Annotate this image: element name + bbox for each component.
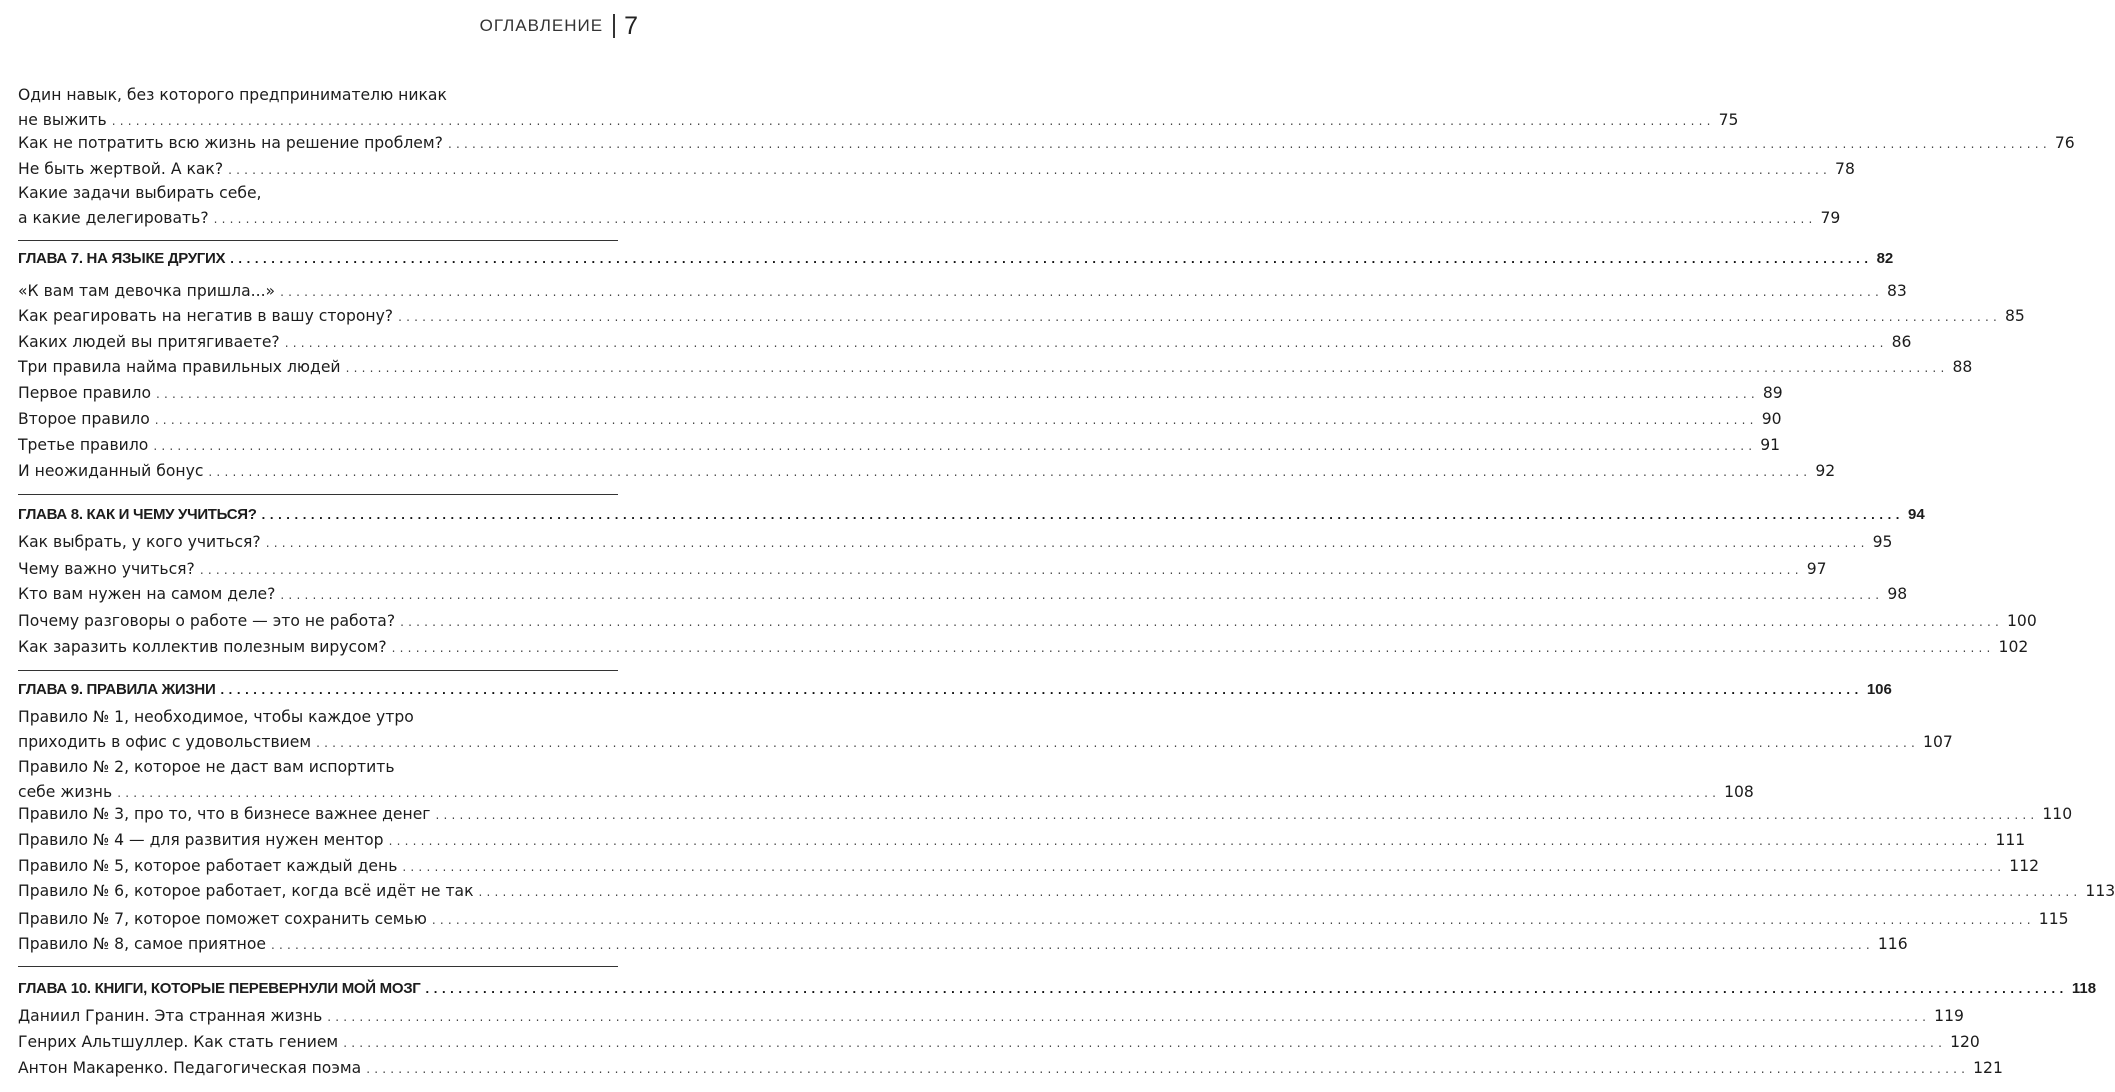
toc-line [18, 732, 1953, 757]
page-ref: 110 [2042, 805, 2073, 823]
entry-title: Как выбрать, у кого учиться? [18, 533, 261, 551]
toc-line [18, 585, 1908, 609]
page-ref: 85 [2004, 307, 2025, 325]
dot-leader: ........................................................................................................................................................................................................ [478, 885, 2082, 899]
toc-line [18, 333, 1912, 357]
dot-leader: ........................................................................................................................................................................................................ [284, 336, 1888, 350]
entry-title: Правило № 6, которое работает, когда всё идёт не так [18, 882, 474, 900]
entry-title: Каких людей вы притягиваете? [18, 333, 280, 351]
toc-line [18, 708, 618, 732]
dot-leader: ........................................................................................................................................................................................................ [153, 439, 1757, 453]
entry-title: Почему разговоры о работе — это не работа? [18, 612, 396, 630]
page-ref: 111 [1995, 831, 2026, 849]
toc-line [18, 612, 2037, 636]
toc-line [18, 410, 1782, 434]
toc-line [18, 1059, 2003, 1083]
entry-title: Даниил Гранин. Эта странная жизнь [18, 1007, 323, 1025]
page-ref: 97 [1806, 560, 1827, 578]
entry-title: Какие задачи выбирать себе, [18, 184, 262, 202]
entry-title: не выжить [18, 110, 107, 129]
page-ref: 95 [1872, 533, 1893, 551]
entry-title: Один навык, без которого предпринимателю никак [18, 86, 447, 104]
dot-leader: ........................................................................................................................................................................................................ [117, 785, 1721, 800]
toc-line [18, 384, 1783, 408]
entry-title: Генрих Альтшуллер. Как стать гением [18, 1033, 339, 1051]
dot-leader: ........................................................................................................................................................................................................ [220, 682, 1863, 697]
entry-title: Правило № 1, необходимое, чтобы каждое утро [18, 708, 414, 726]
toc-line [18, 560, 1827, 584]
entry-title: И неожиданный бонус [18, 462, 204, 480]
entry-title: Не быть жертвой. А как? [18, 160, 224, 178]
dot-leader: ........................................................................................................................................................................................................ [208, 465, 1812, 479]
dot-leader: ........................................................................................................................................................................................................ [402, 860, 2006, 874]
dot-leader: ........................................................................................................................................................................................................ [155, 387, 1759, 401]
page-ref: 102 [1998, 638, 2029, 656]
entry-title: Чему важно учиться? [18, 560, 195, 578]
page-ref: 82 [1876, 250, 1894, 267]
toc-line [18, 1007, 1964, 1031]
page-ref: 75 [1718, 110, 1739, 129]
page-ref: 119 [1934, 1007, 1964, 1025]
page-ref: 92 [1815, 462, 1836, 480]
dot-leader: ........................................................................................................................................................................................................ [154, 413, 1758, 427]
toc-line [18, 831, 2026, 855]
dot-leader: ........................................................................................................................................................................................................ [431, 913, 2035, 927]
entry-title: Правило № 8, самое приятное [18, 935, 266, 953]
toc-line [18, 805, 2073, 829]
entry-title: «К вам там девочка пришла...» [18, 282, 276, 300]
entry-title: Первое правило [18, 384, 151, 402]
page-ref: 108 [1724, 782, 1754, 801]
dot-leader: ........................................................................................................................................................................................................ [400, 615, 2003, 629]
chapter-title: ГЛАВА 9. ПРАВИЛА ЖИЗНИ [18, 681, 216, 698]
entry-title: Как заразить коллектив полезным вирусом? [18, 638, 387, 656]
dot-leader: ........................................................................................................................................................................................................ [265, 536, 1869, 550]
dot-leader: ........................................................................................................................................................................................................ [345, 361, 1949, 375]
page-ref: 106 [1866, 681, 1892, 698]
dot-leader: ........................................................................................................................................................................................................ [425, 981, 2068, 996]
dot-leader: ........................................................................................................................................................................................................ [230, 251, 1873, 266]
dot-leader: ........................................................................................................................................................................................................ [271, 938, 1874, 952]
entry-title: приходить в офис с удовольствием [18, 732, 312, 751]
section-divider [18, 240, 618, 241]
dot-leader: ........................................................................................................................................................................................................ [261, 507, 1905, 522]
toc-line [18, 533, 1893, 557]
page-ref: 112 [2009, 857, 2040, 875]
toc-line [18, 86, 618, 110]
toc-line [18, 282, 1907, 306]
toc-line [18, 857, 2040, 881]
toc-line [18, 436, 1781, 460]
entry-title: Правило № 2, которое не даст вам испортить [18, 758, 395, 776]
toc-line [18, 506, 1925, 530]
dot-leader: ........................................................................................................................................................................................................ [228, 163, 1832, 177]
toc-line [18, 758, 618, 782]
toc-line [18, 935, 1908, 959]
dot-leader: ........................................................................................................................................................................................................ [327, 1010, 1931, 1024]
page-ref: 78 [1835, 160, 1855, 178]
section-divider [18, 966, 618, 967]
page-ref: 100 [2007, 612, 2037, 630]
toc-line [18, 462, 1836, 486]
entry-title: себе жизнь [18, 782, 113, 801]
entry-title: Кто вам нужен на самом деле? [18, 585, 276, 603]
page-ref: 86 [1891, 333, 1912, 351]
entry-title: Правило № 3, про то, что в бизнесе важнее денег [18, 805, 431, 823]
page-ref: 113 [2085, 882, 2115, 900]
dot-leader: ........................................................................................................................................................................................................ [316, 735, 1920, 750]
dot-leader: ........................................................................................................................................................................................................ [447, 137, 2051, 151]
page-ref: 107 [1923, 732, 1953, 751]
entry-title: Как не потратить всю жизнь на решение проблем? [18, 134, 443, 152]
page-ref: 76 [2054, 134, 2075, 152]
dot-leader: ........................................................................................................................................................................................................ [366, 1062, 1970, 1076]
toc-line [18, 980, 2097, 1004]
dot-leader: ........................................................................................................................................................................................................ [213, 211, 1817, 226]
section-divider [18, 494, 618, 495]
entry-title: Как реагировать на негатив в вашу сторону? [18, 307, 394, 325]
entry-title: Правило № 4 — для развития нужен ментор [18, 831, 384, 849]
chapter-title: ГЛАВА 10. КНИГИ, КОТОРЫЕ ПЕРЕВЕРНУЛИ МОЙ МОЗГ [18, 980, 421, 997]
page-ref: 90 [1761, 410, 1782, 428]
running-header [480, 12, 638, 40]
dot-leader: ........................................................................................................................................................................................................ [111, 113, 1715, 128]
toc-line [18, 910, 2069, 934]
toc-line [18, 110, 1739, 135]
toc-line [18, 681, 1892, 705]
dot-leader: ........................................................................................................................................................................................................ [280, 588, 1884, 602]
toc-line [18, 638, 2029, 662]
toc-line [18, 782, 1754, 807]
page-number: 7 [624, 11, 638, 40]
entry-title: Третье правило [18, 436, 149, 454]
page-ref: 79 [1820, 208, 1841, 227]
header-divider [613, 14, 615, 38]
page-ref: 98 [1887, 585, 1908, 603]
toc-line [18, 134, 2075, 158]
toc-line [18, 208, 1841, 233]
chapter-title: ГЛАВА 8. КАК И ЧЕМУ УЧИТЬСЯ? [18, 506, 257, 523]
page-ref: 91 [1760, 436, 1781, 454]
dot-leader: ........................................................................................................................................................................................................ [199, 563, 1803, 577]
toc-line [18, 160, 1855, 184]
section-divider [18, 670, 618, 671]
toc-line [18, 250, 1894, 274]
entry-title: Правило № 7, которое поможет сохранить семью [18, 910, 427, 928]
entry-title: а какие делегировать? [18, 208, 209, 227]
page-ref: 89 [1762, 384, 1783, 402]
entry-title: Антон Макаренко. Педагогическая поэма [18, 1059, 362, 1077]
entry-title: Три правила найма правильных людей [18, 358, 341, 376]
toc-line [18, 882, 2115, 906]
toc-line [18, 307, 2025, 331]
page-ref: 94 [1908, 506, 1925, 523]
page-ref: 121 [1973, 1059, 2003, 1077]
dot-leader: ........................................................................................................................................................................................................ [280, 285, 1883, 299]
toc-line [18, 184, 618, 208]
dot-leader: ........................................................................................................................................................................................................ [398, 310, 2001, 324]
entry-title: Правило № 5, которое работает каждый день [18, 857, 398, 875]
dot-leader: ........................................................................................................................................................................................................ [343, 1036, 1947, 1050]
page-ref: 116 [1877, 935, 1908, 953]
page-ref: 83 [1886, 282, 1907, 300]
chapter-title: ГЛАВА 7. НА ЯЗЫКЕ ДРУГИХ [18, 250, 226, 267]
page-ref: 118 [2071, 980, 2097, 997]
toc-line [18, 1033, 1980, 1057]
dot-leader: ........................................................................................................................................................................................................ [388, 834, 1992, 848]
page-ref: 88 [1952, 358, 1973, 376]
dot-leader: ........................................................................................................................................................................................................ [391, 641, 1995, 655]
toc-line [18, 358, 1973, 382]
entry-title: Второе правило [18, 410, 150, 428]
dot-leader: ........................................................................................................................................................................................................ [435, 808, 2039, 822]
page-ref: 115 [2038, 910, 2069, 928]
running-header-title: ОГЛАВЛЕНИЕ [479, 16, 604, 35]
page-ref: 120 [1950, 1033, 1980, 1051]
